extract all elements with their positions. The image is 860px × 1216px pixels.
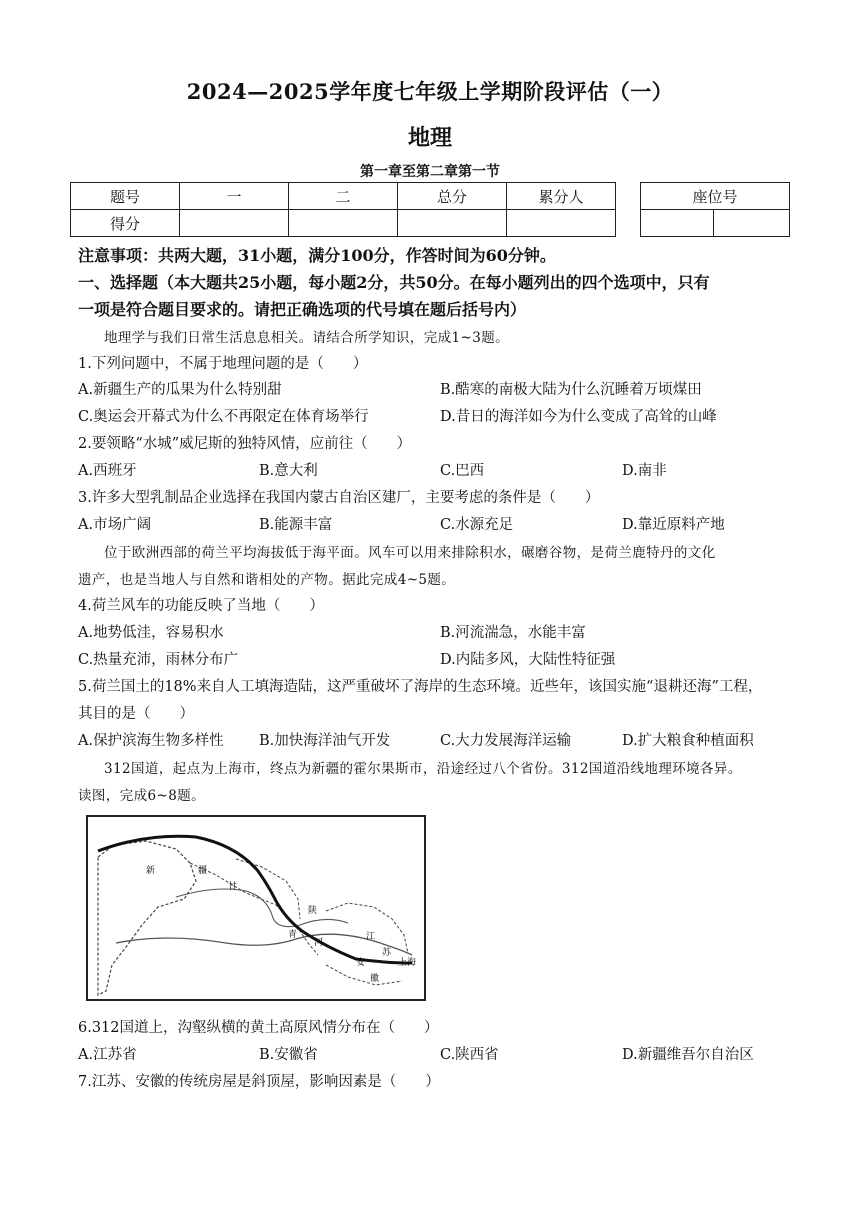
q5-option-b[interactable]: B.加快海洋油气开发: [259, 733, 391, 749]
q1-option-b[interactable]: B.酷寒的南极大陆为什么沉睡着万顷煤田: [440, 382, 702, 398]
map-label: 青: [288, 930, 298, 940]
score-row-label: 得分: [71, 210, 180, 237]
score-cell[interactable]: [398, 210, 507, 237]
q4-option-d[interactable]: D.内陆多风，大陆性特征强: [440, 652, 616, 668]
q5-option-d[interactable]: D.扩大粮食种植面积: [622, 733, 754, 749]
score-header-cell: 累分人: [507, 183, 616, 210]
score-cell[interactable]: [507, 210, 616, 237]
intro-1: 地理学与我们日常生活息息相关。请结合所学知识，完成1~3题。: [104, 330, 509, 346]
q2-option-c[interactable]: C.巴西: [440, 463, 485, 479]
q6-option-a[interactable]: A.江苏省: [78, 1047, 137, 1063]
score-cell[interactable]: [289, 210, 398, 237]
exam-title: 2024—2025学年度七年级上学期阶段评估（一）: [186, 79, 674, 104]
question-5-stem-line1: 5.荷兰国土的18%来自人工填海造陆，这严重破坏了海岸的生态环境。近些年，该国实施“退耕还海”工程，: [78, 679, 763, 695]
intro-2-line2: 遗产，也是当地人与自然和谐相处的产物。据此完成4~5题。: [78, 572, 456, 588]
subject-title: 地理: [407, 125, 452, 151]
question-2-stem: 2.要领略“水城”威尼斯的独特风情，应前往（ ）: [78, 436, 412, 452]
question-5-stem-line2: 其目的是（ ）: [78, 706, 194, 722]
score-header-cell: 二: [289, 183, 398, 210]
q4-option-c[interactable]: C.热量充沛，雨林分布广: [78, 652, 239, 668]
seat-cell[interactable]: [714, 210, 790, 237]
map-label: 疆: [198, 866, 208, 876]
q3-option-d[interactable]: D.靠近原料产地: [622, 517, 725, 533]
question-6-stem: 6.312国道上，沟壑纵横的黄土高原风情分布在（ ）: [78, 1020, 439, 1036]
seat-label: 座位号: [641, 183, 790, 210]
map-label: 陕: [308, 906, 318, 916]
intro-3-line1: 312国道，起点为上海市，终点为新疆的霍尔果斯市，沿途经过八个省份。312国道沿线地理环境各异。: [104, 761, 742, 777]
intro-2-line1: 位于欧洲西部的荷兰平均海拔低于海平面。风车可以用来排除积水，碾磨谷物，是荷兰鹿特丹的文化: [104, 545, 716, 561]
q3-option-c[interactable]: C.水源充足: [440, 517, 514, 533]
map-label: 河: [314, 938, 324, 948]
score-header-cell: 题号: [71, 183, 180, 210]
intro-3-line2: 读图，完成6~8题。: [78, 788, 205, 804]
q2-option-a[interactable]: A.西班牙: [78, 463, 137, 479]
exam-scope: 第一章至第二章第一节: [360, 164, 500, 180]
score-header-cell: 一: [180, 183, 289, 210]
map-label: 安: [356, 958, 366, 968]
q4-option-a[interactable]: A.地势低洼，容易积水: [78, 625, 224, 641]
map-label: 新: [146, 866, 156, 876]
section-heading-line1: 一、选择题（本大题共25小题，每小题2分，共50分。在每小题列出的四个选项中，只有: [78, 273, 710, 292]
route-312-map: [86, 815, 426, 1001]
q6-option-c[interactable]: C.陕西省: [440, 1047, 499, 1063]
seat-cell[interactable]: [641, 210, 714, 237]
map-label: 徽: [370, 974, 380, 984]
score-table: [70, 182, 616, 237]
question-7-stem: 7.江苏、安徽的传统房屋是斜顶屋，影响因素是（ ）: [78, 1074, 440, 1090]
score-header-cell: 总分: [398, 183, 507, 210]
q3-option-b[interactable]: B.能源丰富: [259, 517, 333, 533]
q6-option-b[interactable]: B.安徽省: [259, 1047, 318, 1063]
q6-option-d[interactable]: D.新疆维吾尔自治区: [622, 1047, 754, 1063]
section-heading-line2: 一项是符合题目要求的。请把正确选项的代号填在题后括号内）: [78, 300, 527, 319]
notice: 注意事项：共两大题，31小题，满分100分，作答时间为60分钟。: [78, 246, 556, 265]
q5-option-a[interactable]: A.保护滨海生物多样性: [78, 733, 224, 749]
q2-option-b[interactable]: B.意大利: [259, 463, 318, 479]
map-label: 甘: [228, 882, 238, 892]
map-label: 江: [366, 932, 376, 942]
q1-option-d[interactable]: D.昔日的海洋如今为什么变成了高耸的山峰: [440, 409, 717, 425]
q3-option-a[interactable]: A.市场广阔: [78, 517, 152, 533]
question-3-stem: 3.许多大型乳制品企业选择在我国内蒙古自治区建厂，主要考虑的条件是（ ）: [78, 490, 600, 506]
q2-option-d[interactable]: D.南非: [622, 463, 667, 479]
score-cell[interactable]: [180, 210, 289, 237]
q1-option-c[interactable]: C.奥运会开幕式为什么不再限定在体育场举行: [78, 409, 369, 425]
map-label: 上海: [398, 958, 417, 968]
q5-option-c[interactable]: C.大力发展海洋运输: [440, 733, 572, 749]
seat-table: [640, 182, 790, 237]
map-label: 苏: [382, 948, 392, 958]
q4-option-b[interactable]: B.河流湍急，水能丰富: [440, 625, 586, 641]
question-1-stem: 1.下列问题中，不属于地理问题的是（ ）: [78, 356, 368, 372]
q1-option-a[interactable]: A.新疆生产的瓜果为什么特别甜: [78, 382, 282, 398]
question-4-stem: 4.荷兰风车的功能反映了当地（ ）: [78, 598, 324, 614]
